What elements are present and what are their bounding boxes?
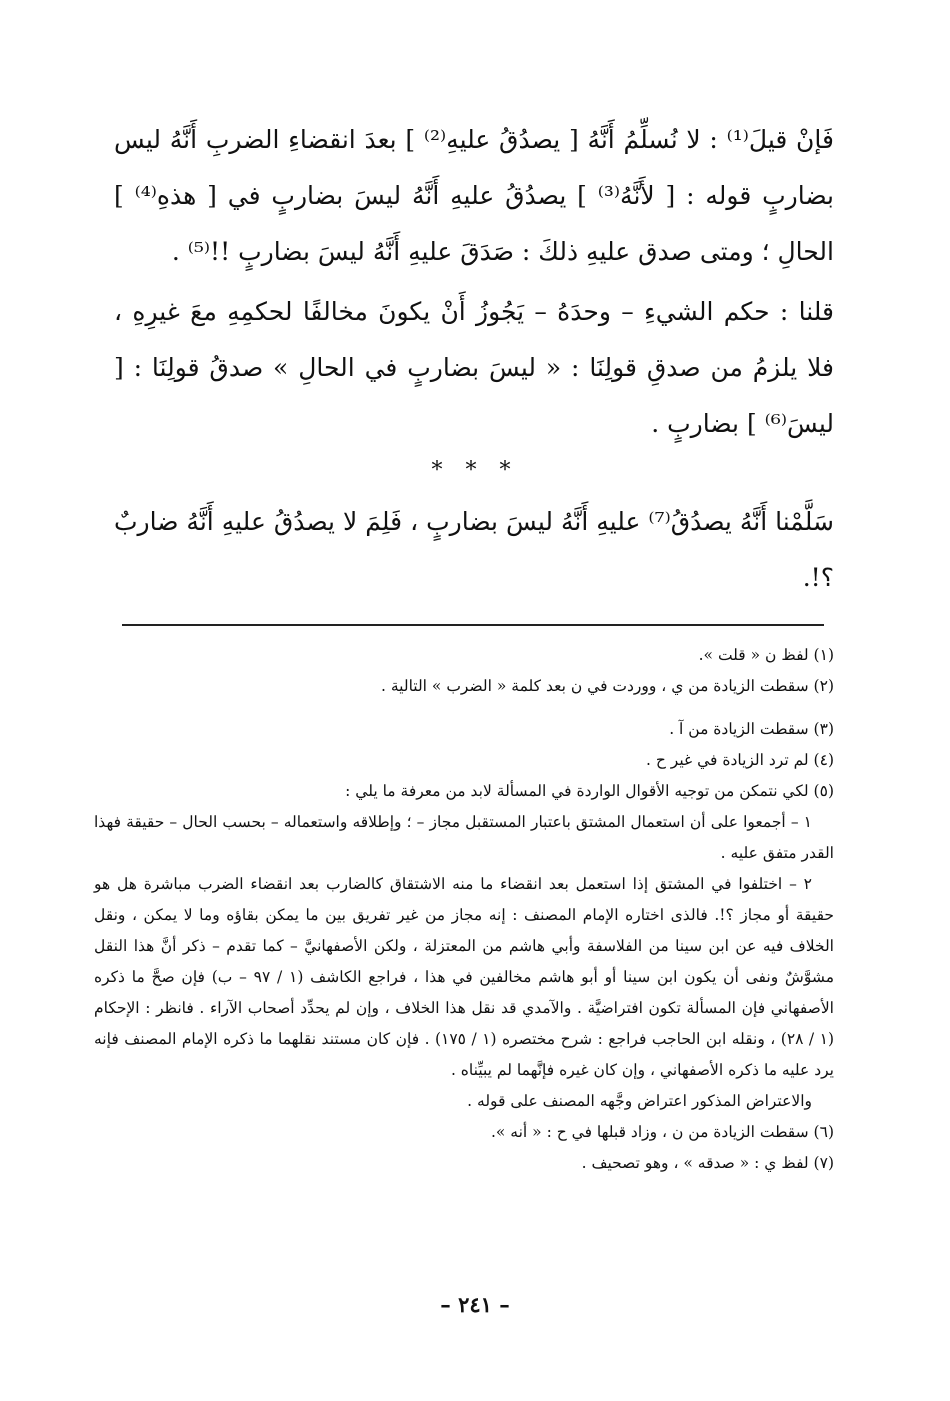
- main-text: [114, 112, 834, 452]
- footnote-1: (١) لفظ ن « قلت ».: [698, 646, 834, 664]
- footnote-5-point-1: ١ – أجمعوا على أن استعمال المشتق باعتبار المستقبل مجاز – ؛ وإطلاقه واستعماله – بحسب الحال – حقيقة فهذا القدر متفق عليه .: [94, 813, 834, 862]
- section-separator: * * *: [431, 458, 519, 483]
- footnote-7: (٧) لفظ ي : « صدقه » ، وهو تصحيف .: [581, 1154, 834, 1172]
- footnote-5: (٥) لكي نتمكن من توجيه الأقوال الواردة في المسألة لابد من معرفة ما يلي :: [345, 782, 834, 800]
- footnotes: [94, 640, 834, 1179]
- paragraph-objection: فَإنْ قيلَ⁽¹⁾ : لا نُسلِّمُ أَنَّهُ [ يصدُقُ عليهِ⁽²⁾ ] بعدَ انقضاءِ الضربِ أَنَّهُ ليس بضاربٍ قوله : [ لأَنَّهُ⁽³⁾ ] يصدُقُ عليهِ أَنَّهُ ليسَ بضاربٍ في [ هذهِ⁽⁴⁾ ] الحالِ ؛ ومتى صدق عليهِ ذلكَ : صَدَقَ عليهِ أَنَّهُ ليسَ بضاربٍ !!⁽⁵⁾ .: [114, 125, 834, 266]
- footnote-divider: [122, 624, 824, 626]
- footnote-3: (٣) سقطت الزيادة من آ .: [669, 720, 834, 738]
- footnote-5-closing: والاعتراض المذكور اعتراض وجَّهه المصنف على قوله .: [467, 1092, 812, 1110]
- footnote-2: (٢) سقطت الزيادة من ي ، ووردت في ن بعد كلمة « الضرب » التالية .: [381, 677, 834, 695]
- page-number: – ٢٤١ –: [440, 1292, 510, 1317]
- footnote-5-point-2: ٢ – اختلفوا في المشتق إذا استعمل بعد انقضاء ما منه الاشتقاق كالضارب بعد انقضاء الضرب مباشرة هل هو حقيقة أو مجاز ؟!. فالذى اختاره الإمام المصنف : إنه مجاز من غير تفريق بين ما يمكن بقاؤه وما لا يمكن ، ونقل الخلاف فيه عن ابن سينا من الفلاسفة وأبي هاشم من المعتزلة ، ولكن الأصفهانيَّ – كما تقدم – ذكر أنَّ هذا النقل مشوَّشٌ ونفى أن يكون ابن سينا أو أبو هاشم مخالفين في هذا ، فراجع الكاشف (١ / ٩٧ – ب) فإن صحَّ ما ذكره الأصفهاني فإن المسألة تكون افتراضيَّة . والآمدي قد نقل هذا الخلاف ، وإن لم يحدِّد أصحاب الآراء . فانظر : الإحكام (١ / ٢٨) ، ونقله ابن الحاجب فراجع : شرح مختصره (١ / ١٧٥) . فإن كان مستند نقلهما ما ذكره الإمام المصنف فإنه يرد عليه ما ذكره الأصفهاني ، وإن كان غيره فإنَّهما لم يبيِّناه .: [94, 875, 835, 1079]
- footnote-4: (٤) لم ترد الزيادة في غير ح .: [646, 751, 834, 769]
- footnote-6: (٦) سقطت الزيادة من ن ، وزاد قبلها في ح : « أنه ».: [490, 1123, 834, 1141]
- paragraph-concession: سَلَّمْنا أَنَّهُ يصدُقُ⁽⁷⁾ عليهِ أَنَّهُ ليسَ بضاربٍ ، فَلِمَ لا يصدُقُ عليهِ أَنَّهُ ضاربٌ ؟!.: [114, 507, 834, 592]
- main-text-continued: [114, 494, 834, 606]
- paragraph-reply: قلنا : حكم الشيءِ – وحدَهُ – يَجُوزُ أَنْ يكونَ مخالفًا لحكمِهِ معَ غيرِهِ ، فلا يلزمُ من صدقِ قولِنَا : « ليسَ بضاربٍ في الحالِ » صدقُ قولِنَا : [ ليسَ⁽⁶⁾ ] بضاربٍ .: [114, 297, 834, 438]
